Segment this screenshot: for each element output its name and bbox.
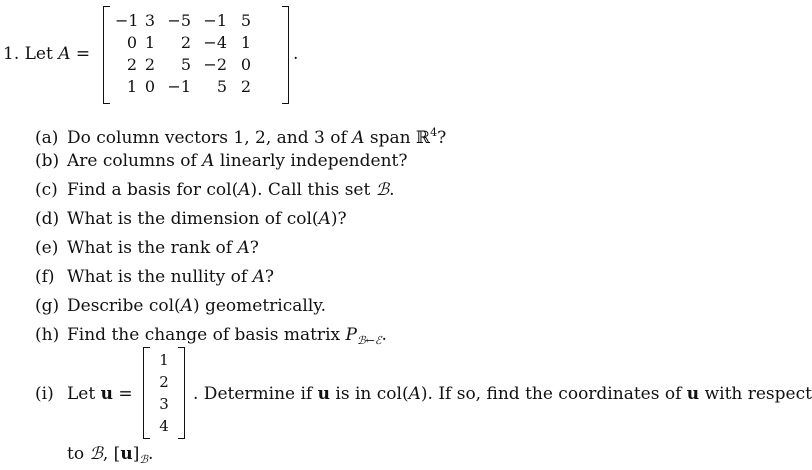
matrix-cell: −2 (203, 55, 227, 74)
matrix-cell: 0 (144, 77, 155, 96)
question-parts (35, 118, 446, 350)
part-text: . (389, 180, 395, 200)
part-i-line2 (67, 444, 153, 470)
matrix-cell: −4 (203, 33, 227, 52)
part-text: ) geometrically. (192, 296, 327, 316)
part-i-line1 (35, 384, 133, 404)
part-label: (a) (35, 128, 59, 148)
matrix-grid (115, 10, 251, 98)
vector-u: u (100, 384, 113, 404)
part-i-text: ] (132, 444, 140, 464)
part-label: (e) (35, 238, 59, 258)
question-part (35, 321, 446, 350)
part-i-text: is in col( (330, 384, 409, 404)
left-bracket (143, 347, 150, 439)
part-label: (d) (35, 209, 60, 229)
part-text: Describe col( (67, 296, 181, 316)
problem-number: 1. Let (3, 44, 53, 64)
matrix-cell: 1 (240, 33, 251, 52)
matrix-cell: 0 (126, 33, 137, 52)
vector-cell: 3 (159, 395, 169, 413)
part-text: ? (437, 128, 447, 148)
part-i-text: . Determine if (193, 384, 318, 404)
part-label: (f) (35, 267, 55, 287)
math-symbol: A (238, 180, 251, 200)
vector-grid (155, 349, 173, 437)
matrix-cell: 0 (240, 55, 251, 74)
question-part (35, 205, 446, 234)
matrix-cell: 5 (240, 11, 251, 30)
basis-subscript: ℬ (139, 453, 148, 466)
part-text: linearly independent? (214, 151, 408, 171)
part-label: (h) (35, 325, 60, 345)
vector-cell: 2 (159, 373, 169, 391)
part-text: What is the nullity of (67, 267, 253, 287)
question-part (35, 118, 446, 147)
part-text: ? (249, 238, 259, 258)
math-symbol: A (252, 267, 265, 287)
matrix-cell: −1 (115, 11, 139, 30)
part-i-text: Let (67, 384, 101, 404)
matrix-cell: 2 (126, 55, 137, 74)
part-text: ). Call this set (250, 180, 376, 200)
vector-u: u (317, 384, 330, 404)
part-text: ? (264, 267, 274, 287)
math-symbol: A (202, 151, 215, 171)
right-bracket (282, 6, 289, 104)
basis-symbol: ℬ (89, 444, 103, 464)
part-label: (b) (35, 151, 60, 171)
math-symbol: P (345, 325, 357, 345)
math-superscript: 4 (430, 126, 438, 139)
equals-sign: = (118, 384, 133, 404)
equals-sign: = (75, 44, 91, 64)
matrix-cell: 1 (144, 33, 155, 52)
vector-cell: 4 (159, 417, 169, 435)
problem-intro (3, 44, 90, 64)
matrix-cell: 5 (216, 77, 227, 96)
right-bracket (178, 347, 185, 439)
matrix-cell: 2 (180, 33, 191, 52)
part-label: (c) (35, 180, 58, 200)
vector-u: u (120, 444, 133, 464)
question-part (35, 292, 446, 321)
math-symbol: A (237, 238, 250, 258)
matrix-cell: 5 (180, 55, 191, 74)
vector-u-column (143, 347, 185, 439)
matrix-cell: 1 (126, 77, 137, 96)
part-text: Find a basis for col( (67, 180, 239, 200)
math-subscript: ℬ←ℰ (356, 334, 382, 347)
part-text: Are columns of (67, 151, 203, 171)
part-i-text: to (67, 444, 90, 464)
vector-u: u (686, 384, 700, 404)
part-i-text: . (147, 444, 154, 464)
matrix-cell: 2 (144, 55, 155, 74)
matrix-name: A (58, 44, 71, 64)
math-symbol: A (318, 209, 331, 229)
part-i-text: , [ (102, 444, 121, 464)
left-bracket (103, 6, 110, 104)
part-i-text: with respect (699, 384, 812, 404)
question-part (35, 147, 446, 176)
matrix-name: A (408, 384, 421, 404)
matrix-cell: 3 (144, 11, 155, 30)
vector-cell: 1 (159, 351, 169, 369)
part-label: (g) (35, 296, 60, 316)
math-symbol: A (352, 128, 365, 148)
matrix-cell: −1 (167, 77, 191, 96)
question-part (35, 176, 446, 205)
part-text: What is the rank of (67, 238, 238, 258)
part-text: )? (330, 209, 347, 229)
matrix-cell: −1 (203, 11, 227, 30)
part-text: Do column vectors 1, 2, and 3 of (67, 128, 353, 148)
part-text: span ℝ (364, 128, 431, 148)
matrix-cell: −5 (167, 11, 191, 30)
question-part (35, 263, 446, 292)
part-text: . (381, 325, 387, 345)
part-label: (i) (35, 384, 54, 404)
matrix-a (103, 6, 289, 102)
math-symbol: ℬ (375, 180, 390, 200)
matrix-period: . (293, 44, 299, 64)
part-text: What is the dimension of col( (67, 209, 319, 229)
math-symbol: A (180, 296, 193, 316)
part-text: Find the change of basis matrix (67, 325, 346, 345)
part-i-text: ). If so, find the coordinates of (420, 384, 687, 404)
part-i-line1-rest (193, 384, 812, 404)
question-part (35, 234, 446, 263)
matrix-cell: 2 (240, 77, 251, 96)
